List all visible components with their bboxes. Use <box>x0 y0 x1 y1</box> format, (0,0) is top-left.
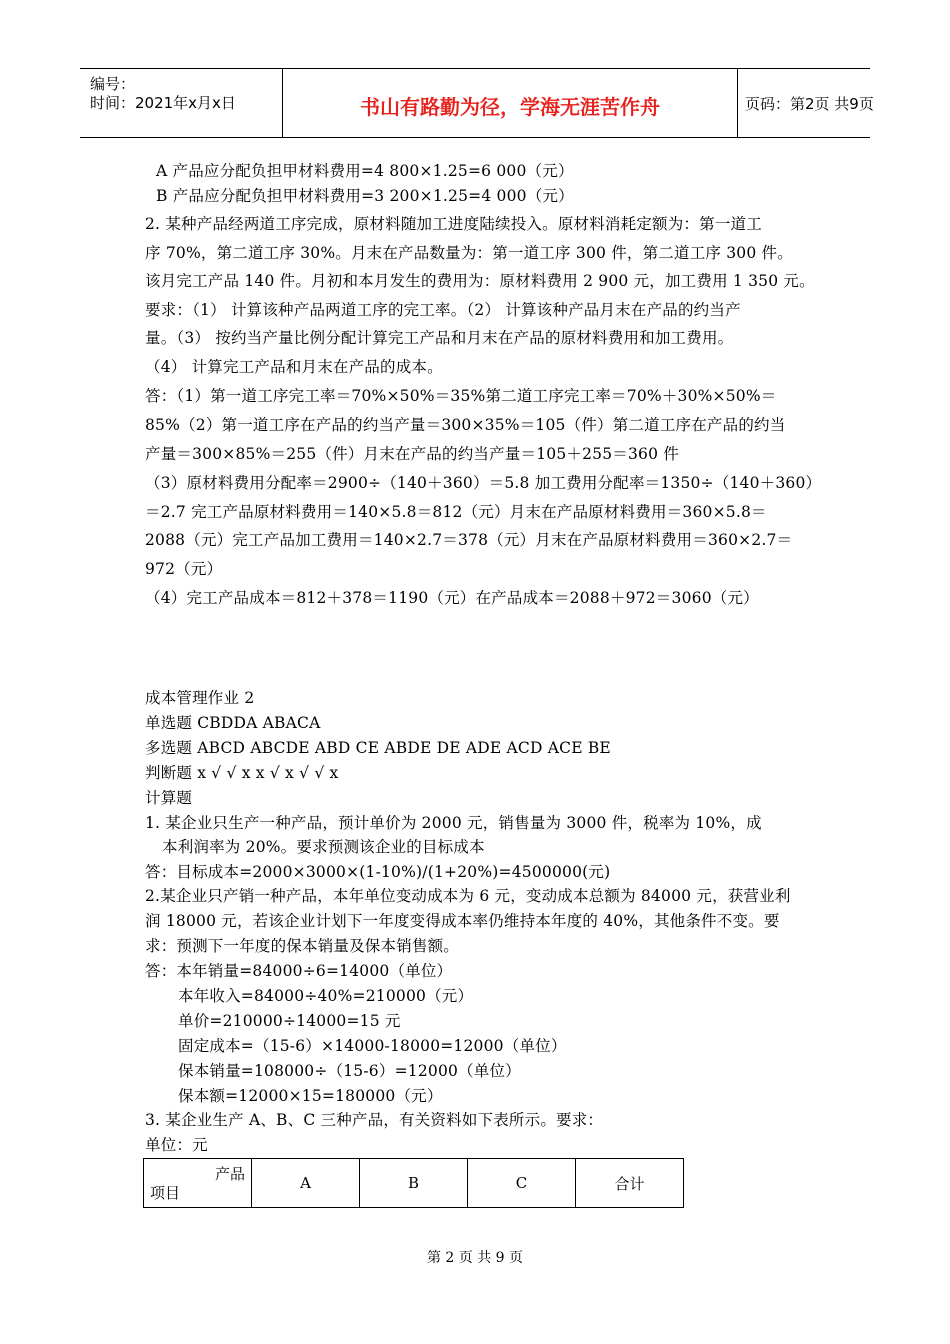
corner-bottom-label: 项目 <box>150 1184 181 1202</box>
text-line: 单价=210000÷14000=15 元 <box>178 1012 401 1030</box>
text-line: 答：目标成本=2000×3000×(1-10%)/(1+20%)=4500000(元) <box>145 863 611 881</box>
table-header-cell: 合计 <box>576 1159 684 1208</box>
text-line: 多选题 ABCD ABCDE ABD CE ABDE DE ADE ACD ACE BE <box>145 739 611 757</box>
text-line: B 产品应分配负担甲材料费用=3 200×1.25=4 000（元） <box>156 187 574 205</box>
text-line: 3. 某企业生产 A、B、C 三种产品，有关资料如下表所示。要求： <box>145 1111 604 1129</box>
text-line: （4） 计算完工产品和月末在产品的成本。 <box>145 358 443 376</box>
page-number-label: 页码：第2页 共9页 <box>745 95 874 113</box>
table-header-cell: B <box>360 1159 468 1208</box>
table-corner-cell <box>144 1159 252 1208</box>
text-line: 量。（3） 按约当产量比例分配计算完工产品和月末在产品的原材料费用和加工费用。 <box>145 329 734 347</box>
text-line: 产量＝300×85%＝255（件）月末在产品的约当产量＝105＋255＝360 件 <box>145 445 679 463</box>
code-label: 编号： <box>90 75 136 93</box>
text-line: 该月完工产品 140 件。月初和本月发生的费用为：原材料费用 2 900 元，加工费用 1 350 元。 <box>145 272 815 290</box>
table-header-row <box>144 1159 684 1208</box>
text-line: 固定成本=（15-6）×14000-18000=12000（单位） <box>178 1037 567 1055</box>
text-line: ＝2.7 完工产品原材料费用＝140×5.8＝812（元）月末在产品原材料费用＝360×5.8＝ <box>145 503 767 521</box>
text-line: 序 70%，第二道工序 30%。月末在产品数量为：第一道工序 300 件，第二道工序 300 件。 <box>145 244 793 262</box>
corner-top-label: 产品 <box>214 1165 245 1183</box>
text-line: 2.某企业只产销一种产品，本年单位变动成本为 6 元，变动成本总额为 84000 元，获营业利 <box>145 887 791 905</box>
text-line: 单选题 CBDDA ABACA <box>145 714 321 732</box>
motto-text: 书山有路勤为径，学海无涯苦作舟 <box>360 95 660 119</box>
header-motto-cell <box>282 69 738 137</box>
text-line: （3）原材料费用分配率＝2900÷（140＋360）＝5.8 加工费用分配率＝1350÷（140＋360） <box>145 474 822 492</box>
text-line: 润 18000 元，若该企业计划下一年度变得成本率仍维持本年度的 40%，其他条件不变。要 <box>145 912 780 930</box>
header-page-cell <box>737 69 874 137</box>
text-line: 计算题 <box>145 789 193 807</box>
text-line: 本年收入=84000÷40%=210000（元） <box>178 987 474 1005</box>
header-info-cell <box>80 69 282 137</box>
text-line: 单位：元 <box>145 1136 208 1154</box>
text-line: 求：预测下一年度的保本销量及保本销售额。 <box>145 937 460 955</box>
section-title: 成本管理作业 2 <box>145 689 255 707</box>
text-line: 答：（1）第一道工序完工率＝70%×50%＝35%第二道工序完工率＝70%＋30%×50%＝ <box>145 387 777 405</box>
text-line: 1. 某企业只生产一种产品，预计单价为 2000 元，销售量为 3000 件，税率为 10%，成 <box>145 814 762 832</box>
table-header-cell: C <box>468 1159 576 1208</box>
text-line: （4）完工产品成本＝812＋378＝1190（元）在产品成本＝2088＋972＝3060（元） <box>145 589 759 607</box>
text-line: 85%（2）第一道工序在产品的约当产量＝300×35%＝105（件）第二道工序在产品的约当 <box>145 416 786 434</box>
text-line: 2. 某种产品经两道工序完成，原材料随加工进度陆续投入。原材料消耗定额为：第一道工 <box>145 215 762 233</box>
table-header-cell: A <box>252 1159 360 1208</box>
text-line: 保本额=12000×15=180000（元） <box>178 1087 443 1105</box>
text-line: 要求：（1） 计算该种产品两道工序的完工率。（2） 计算该种产品月末在产品的约当产 <box>145 301 741 319</box>
text-line: 972（元） <box>145 560 223 578</box>
text-line: A 产品应分配负担甲材料费用=4 800×1.25=6 000（元） <box>156 162 574 180</box>
text-line: 2088（元）完工产品加工费用＝140×2.7＝378（元）月末在产品原材料费用＝360×2.7＝ <box>145 531 793 549</box>
text-line: 判断题 x √ √ x x √ x √ √ x <box>145 764 339 782</box>
text-line: 保本销量=108000÷（15-6）=12000（单位） <box>178 1062 521 1080</box>
time-label: 时间：2021年x月x日 <box>90 94 236 112</box>
product-table <box>143 1158 684 1208</box>
page-footer: 第 2 页 共 9 页 <box>426 1250 524 1266</box>
text-line: 答：本年销量=84000÷6=14000（单位） <box>145 962 453 980</box>
page-header <box>80 68 874 138</box>
text-line: 本利润率为 20%。要求预测该企业的目标成本 <box>162 838 485 856</box>
